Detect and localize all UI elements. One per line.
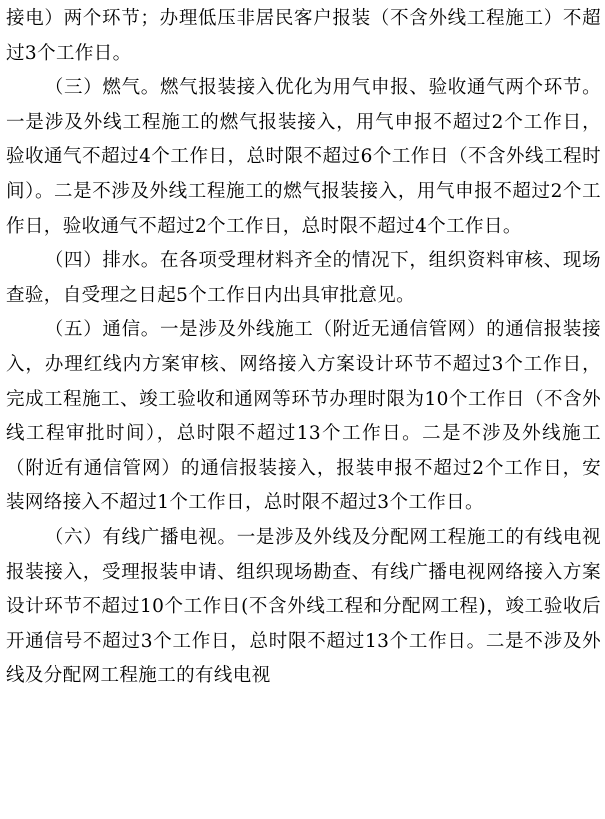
paragraph-telecom xyxy=(6,313,601,521)
section-number: （五） xyxy=(44,319,103,341)
section-number: （六） xyxy=(44,526,103,548)
paragraph-text: 通信。一是涉及外线施工（附近无通信管网）的通信报装接入，办理红线内方案审核、网络接入方案设计环节不超过3个工作日，完成工程施工、竣工验收和通网等环节办理时限为10个工作日（不含外线工程审批时间），总时限不超过13个工作日。二是不涉及外线施工（附近有通信管网）的通信报装接入，报装申报不超过2个工作日，安装网络接入不超过1个工作日，总时限不超过3个工作日。 xyxy=(6,319,601,514)
paragraph-cable-tv xyxy=(6,521,601,694)
paragraph-gas xyxy=(6,71,601,244)
paragraph-power-continued xyxy=(6,2,601,71)
section-number: （三） xyxy=(44,77,103,99)
paragraph-text: 燃气。燃气报装接入优化为用气申报、验收通气两个环节。一是涉及外线工程施工的燃气报装接入，用气申报不超过2个工作日，验收通气不超过4个工作日，总时限不超过6个工作日（不含外线工程时间）。二是不涉及外线工程施工的燃气报装接入，用气申报不超过2个工作日，验收通气不超过2个工作日，总时限不超过4个工作日。 xyxy=(6,77,601,237)
paragraph-text: 排水。在各项受理材料齐全的情况下，组织资料审核、现场查验，自受理之日起5个工作日内出具审批意见。 xyxy=(6,250,601,306)
section-number: （四） xyxy=(44,250,103,272)
paragraph-text: 接电）两个环节；办理低压非居民客户报装（不含外线工程施工）不超过3个工作日。 xyxy=(6,8,601,64)
paragraph-drainage xyxy=(6,244,601,313)
paragraph-text: 有线广播电视。一是涉及外线及分配网工程施工的有线电视报装接入，受理报装申请、组织现场勘查、有线广播电视网络接入方案设计环节不超过10个工作日(不含外线工程和分配网工程)，竣工验收后开通信号不超过3个工作日，总时限不超过13个工作日。二是不涉及外线及分配网工程施工的有线电视 xyxy=(6,526,601,687)
